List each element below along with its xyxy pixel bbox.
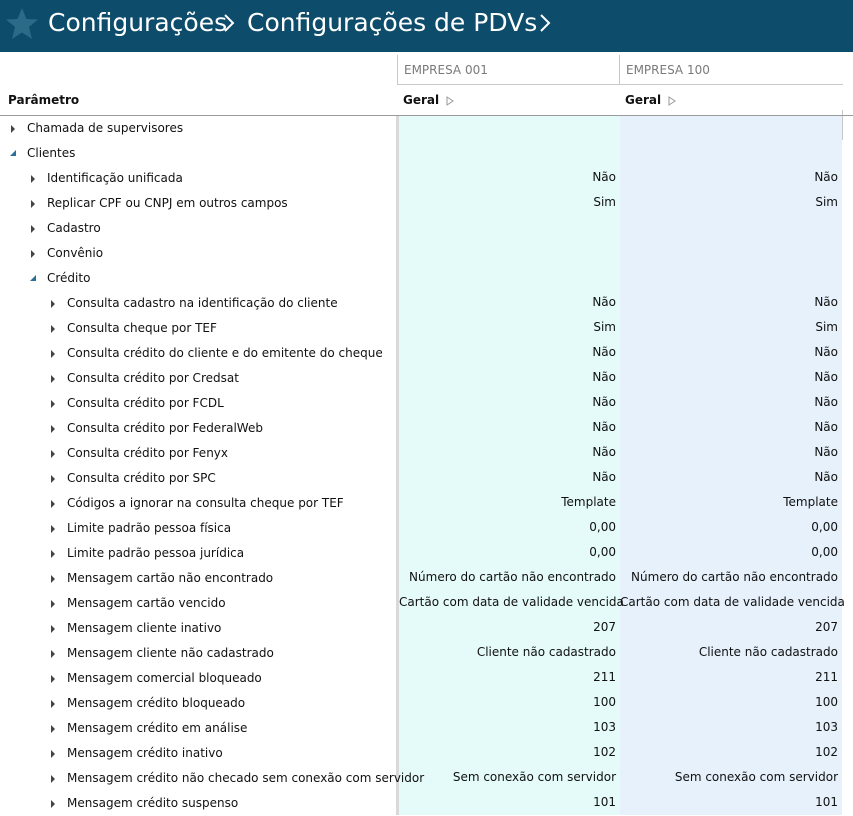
collapsed-triangle-icon[interactable] (49, 499, 57, 509)
parameter-label: Consulta crédito por FCDL (67, 396, 224, 410)
value-empresa-001[interactable]: Não (592, 470, 616, 484)
caret-right-icon[interactable] (446, 96, 454, 106)
value-empresa-100[interactable]: Não (814, 295, 838, 309)
value-empresa-001[interactable]: Cartão com data de validade vencida (399, 595, 624, 609)
tree-row[interactable] (0, 466, 853, 491)
value-empresa-001[interactable]: Sim (593, 195, 616, 209)
value-empresa-001[interactable]: Não (592, 295, 616, 309)
tree-row[interactable] (0, 391, 853, 416)
collapsed-triangle-icon[interactable] (49, 724, 57, 734)
value-empresa-001[interactable]: Número do cartão não encontrado (409, 570, 616, 584)
group-header-geral[interactable]: Geral (403, 93, 440, 107)
value-empresa-100[interactable]: Não (814, 395, 838, 409)
value-empresa-100[interactable]: Não (814, 170, 838, 184)
value-empresa-001[interactable]: Sim (593, 320, 616, 334)
parameter-label: Chamada de supervisores (27, 121, 184, 135)
collapsed-triangle-icon[interactable] (49, 574, 57, 584)
collapsed-triangle-icon[interactable] (49, 349, 57, 359)
parameter-label: Replicar CPF ou CNPJ em outros campos (47, 196, 288, 210)
collapsed-triangle-icon[interactable] (49, 799, 57, 809)
parameter-label: Mensagem crédito bloqueado (67, 696, 246, 710)
tree-row[interactable] (0, 191, 853, 216)
company-column-header[interactable]: EMPRESA 100 (619, 55, 843, 85)
tree-row[interactable] (0, 541, 853, 566)
value-empresa-001[interactable]: 102 (593, 745, 616, 759)
value-empresa-100[interactable]: 100 (815, 695, 838, 709)
tree-row[interactable] (0, 116, 853, 141)
expanded-triangle-icon[interactable] (9, 149, 17, 159)
tree-row[interactable] (0, 491, 853, 516)
parameter-label: Crédito (47, 271, 91, 285)
value-empresa-001[interactable]: Não (592, 420, 616, 434)
value-empresa-100[interactable]: Cliente não cadastrado (698, 645, 838, 659)
collapsed-triangle-icon[interactable] (49, 599, 57, 609)
breadcrumb-configuracoes[interactable]: Configurações (48, 8, 228, 37)
collapsed-triangle-icon[interactable] (49, 774, 57, 784)
collapsed-triangle-icon[interactable] (49, 649, 57, 659)
company-column-header[interactable]: EMPRESA 001 (397, 55, 620, 85)
parameter-label: Mensagem cliente não cadastrado (67, 646, 274, 660)
app-header (0, 0, 853, 52)
parameter-label: Mensagem cliente inativo (67, 621, 222, 635)
value-empresa-100[interactable]: Não (814, 420, 838, 434)
parameter-label: Consulta crédito do cliente e do emitente do cheque (67, 346, 383, 360)
value-empresa-100[interactable]: 211 (815, 670, 838, 684)
parameter-label: Mensagem cartão não encontrado (67, 571, 274, 585)
collapsed-triangle-icon[interactable] (29, 199, 37, 209)
parameter-label: Mensagem comercial bloqueado (67, 671, 262, 685)
collapsed-triangle-icon[interactable] (49, 524, 57, 534)
value-empresa-001[interactable]: 207 (593, 620, 616, 634)
tree-row[interactable] (0, 666, 853, 691)
tree-row[interactable] (0, 641, 853, 666)
tree-row[interactable] (0, 591, 853, 616)
value-empresa-001[interactable]: Template (561, 495, 616, 509)
collapsed-triangle-icon[interactable] (49, 424, 57, 434)
tree-row[interactable] (0, 291, 853, 316)
collapsed-triangle-icon[interactable] (49, 474, 57, 484)
value-empresa-001[interactable]: Não (592, 345, 616, 359)
collapsed-triangle-icon[interactable] (9, 124, 17, 134)
parameter-label: Mensagem cartão vencido (67, 596, 226, 610)
value-empresa-100[interactable]: 207 (815, 620, 838, 634)
collapsed-triangle-icon[interactable] (49, 624, 57, 634)
tree-row[interactable] (0, 241, 853, 266)
parameter-label: Consulta crédito por Credsat (67, 371, 239, 385)
parameter-label: Mensagem crédito não checado sem conexão com servidor (67, 771, 425, 785)
parameter-column-title: Parâmetro (8, 93, 80, 107)
value-empresa-001[interactable]: Não (592, 370, 616, 384)
value-empresa-100[interactable]: Não (814, 345, 838, 359)
tree-row[interactable] (0, 166, 853, 191)
tree-row[interactable] (0, 616, 853, 641)
value-empresa-100[interactable]: Sim (815, 320, 838, 334)
value-empresa-001[interactable]: 0,00 (589, 545, 616, 559)
value-empresa-001[interactable]: Não (592, 395, 616, 409)
value-empresa-001[interactable]: Não (592, 170, 616, 184)
value-empresa-001[interactable]: 211 (593, 670, 616, 684)
collapsed-triangle-icon[interactable] (29, 249, 37, 259)
collapsed-triangle-icon[interactable] (29, 174, 37, 184)
parameter-label: Códigos a ignorar na consulta cheque por TEF (67, 496, 344, 510)
value-empresa-001[interactable]: Sem conexão com servidor (452, 770, 616, 784)
collapsed-triangle-icon[interactable] (49, 374, 57, 384)
tree-row[interactable] (0, 266, 853, 291)
parameter-label: Identificação unificada (47, 171, 183, 185)
parameter-label: Consulta cadastro na identificação do cliente (67, 296, 338, 310)
parameter-label: Limite padrão pessoa jurídica (67, 546, 245, 560)
value-empresa-100[interactable]: 0,00 (811, 545, 838, 559)
collapsed-triangle-icon[interactable] (29, 224, 37, 234)
value-empresa-100[interactable]: Não (814, 470, 838, 484)
expanded-triangle-icon[interactable] (29, 274, 37, 284)
tree-row[interactable] (0, 716, 853, 741)
value-empresa-001[interactable]: 0,00 (589, 520, 616, 534)
caret-right-icon[interactable] (668, 96, 676, 106)
parameter-tree (0, 116, 853, 816)
value-empresa-100[interactable]: 0,00 (811, 520, 838, 534)
tree-row[interactable] (0, 566, 853, 591)
collapsed-triangle-icon[interactable] (49, 674, 57, 684)
tree-row[interactable] (0, 216, 853, 241)
parameter-label: Mensagem crédito inativo (67, 746, 223, 760)
parameter-label: Consulta crédito por SPC (67, 471, 216, 485)
value-empresa-100[interactable]: Sem conexão com servidor (674, 770, 838, 784)
parameter-label: Convênio (47, 246, 104, 260)
tree-row[interactable] (0, 791, 853, 816)
value-empresa-100[interactable]: 103 (815, 720, 838, 734)
tree-row[interactable] (0, 366, 853, 391)
tree-row[interactable] (0, 316, 853, 341)
collapsed-triangle-icon[interactable] (49, 449, 57, 459)
collapsed-triangle-icon[interactable] (49, 299, 57, 309)
star-icon[interactable] (4, 6, 40, 42)
value-empresa-001[interactable]: 103 (593, 720, 616, 734)
value-empresa-100[interactable]: Template (783, 495, 838, 509)
collapsed-triangle-icon[interactable] (49, 699, 57, 709)
tree-row[interactable] (0, 516, 853, 541)
value-empresa-100[interactable]: 102 (815, 745, 838, 759)
collapsed-triangle-icon[interactable] (49, 324, 57, 334)
collapsed-triangle-icon[interactable] (49, 749, 57, 759)
value-empresa-100[interactable]: Não (814, 445, 838, 459)
chevron-right-icon (222, 12, 236, 34)
parameter-label: Consulta crédito por FederalWeb (67, 421, 263, 435)
parameter-label: Consulta cheque por TEF (67, 321, 217, 335)
value-empresa-100[interactable]: Cartão com data de validade vencida (620, 595, 845, 609)
group-header-row (0, 86, 853, 116)
tree-row[interactable] (0, 766, 853, 791)
chevron-right-icon[interactable] (538, 12, 552, 34)
parameter-label: Consulta crédito por Fenyx (67, 446, 228, 460)
value-empresa-001[interactable]: 100 (593, 695, 616, 709)
parameter-label: Mensagem crédito em análise (67, 721, 248, 735)
collapsed-triangle-icon[interactable] (49, 399, 57, 409)
value-empresa-100[interactable]: Número do cartão não encontrado (631, 570, 838, 584)
tree-row[interactable] (0, 141, 853, 166)
tree-row[interactable] (0, 691, 853, 716)
parameter-label: Mensagem crédito suspenso (67, 796, 239, 810)
tree-row[interactable] (0, 341, 853, 366)
value-empresa-001[interactable]: Cliente não cadastrado (476, 645, 616, 659)
tree-row[interactable] (0, 741, 853, 766)
company-header-row (0, 55, 853, 85)
breadcrumb-configuracoes-pdvs[interactable]: Configurações de PDVs (247, 8, 538, 37)
parameter-label: Clientes (27, 146, 76, 160)
collapsed-triangle-icon[interactable] (49, 549, 57, 559)
value-empresa-100[interactable]: 101 (815, 795, 838, 809)
parameter-label: Limite padrão pessoa física (67, 521, 232, 535)
value-empresa-001[interactable]: 101 (593, 795, 616, 809)
group-header-geral[interactable]: Geral (625, 93, 662, 107)
parameter-label: Cadastro (47, 221, 101, 235)
value-empresa-100[interactable]: Sim (815, 195, 838, 209)
value-empresa-100[interactable]: Não (814, 370, 838, 384)
value-empresa-001[interactable]: Não (592, 445, 616, 459)
tree-row[interactable] (0, 416, 853, 441)
tree-row[interactable] (0, 441, 853, 466)
